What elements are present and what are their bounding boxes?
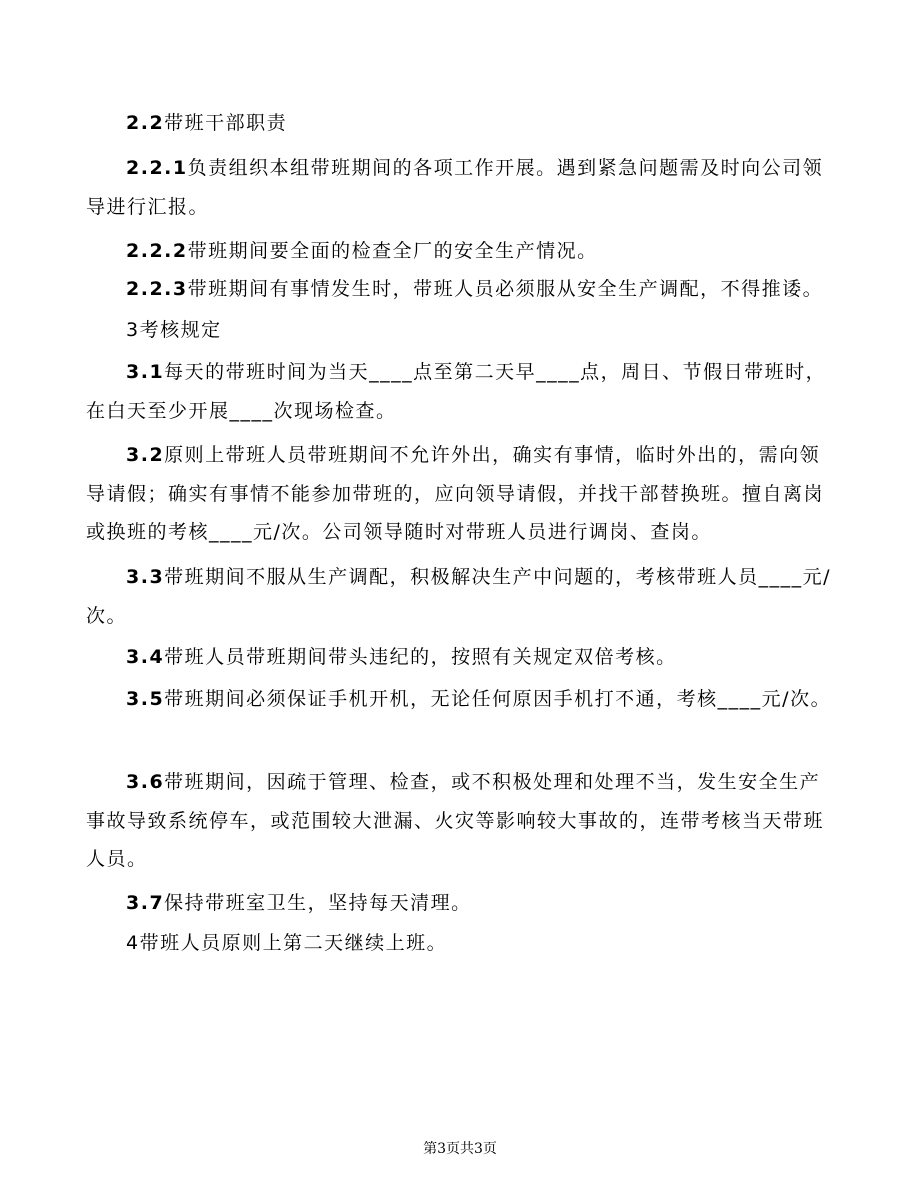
section-number: 3.3	[126, 566, 165, 588]
paragraph-3-5	[86, 680, 834, 719]
section-number: 2.2.1	[126, 157, 188, 179]
section-number: 3.2	[126, 444, 165, 466]
paragraph-text: 原则上带班人员带班期间不允许外出，确实有事情，临时外出的，需向领导请假；确实有事情不能参加带班的，应向领导请假，并找干部替换班。擅自离岗或换班的考核____元/次。公司领导随时对带班人员进行调岗、查岗。	[86, 444, 825, 543]
paragraph-text: 保持带班室卫生，坚持每天清理。	[164, 892, 472, 914]
section-number: 2.2	[126, 112, 165, 134]
paragraph-text: 带班干部职责	[164, 112, 288, 134]
page-footer: 第3页共3页	[423, 1141, 497, 1157]
heading-3-assessment	[86, 311, 834, 350]
section-number: 2.2.3	[126, 278, 188, 300]
section-number: 2.2.2	[126, 240, 188, 262]
paragraph-text: 带班期间，因疏于管理、检查，或不积极处理和处理不当，发生安全生产事故导致系统停车，或范围较大泄漏、火灾等影响较大事故的，连带考核当天带班人员。	[86, 771, 825, 870]
paragraph-text: 带班期间不服从生产调配，积极解决生产中问题的，考核带班人员____元/次。	[86, 566, 832, 627]
paragraph-text: 4带班人员原则上第二天继续上班。	[126, 932, 448, 954]
paragraph-3-1	[86, 353, 834, 430]
paragraph-2-2-2	[86, 232, 834, 271]
paragraph-3-7	[86, 884, 834, 923]
paragraph-3-6	[86, 763, 834, 879]
paragraph-2-2-1	[86, 149, 834, 226]
paragraph-text: 负责组织本组带班期间的各项工作开展。遇到紧急问题需及时向公司领导进行汇报。	[86, 157, 824, 218]
paragraph-text: 带班人员带班期间带头违纪的，按照有关规定双倍考核。	[164, 646, 677, 668]
section-number: 3.6	[126, 771, 165, 793]
section-number: 3.4	[126, 646, 165, 668]
paragraph-2-2	[86, 104, 834, 143]
section-number: 3.1	[126, 361, 165, 383]
paragraph-text: 带班期间必须保证手机开机，无论任何原因手机打不通，考核____元/次。	[164, 688, 832, 710]
paragraph-4	[86, 924, 834, 963]
paragraph-2-2-3	[86, 270, 834, 309]
paragraph-text: 3考核规定	[126, 319, 222, 341]
section-number: 3.7	[126, 892, 165, 914]
section-number: 3.5	[126, 688, 165, 710]
paragraph-text: 带班期间要全面的检查全厂的安全生产情况。	[187, 240, 598, 262]
paragraph-3-4	[86, 638, 834, 677]
paragraph-3-2	[86, 436, 834, 552]
paragraph-text: 每天的带班时间为当天____点至第二天早____点，周日、节假日带班时，在白天至少开展____次现场检查。	[86, 361, 827, 422]
paragraph-text: 带班期间有事情发生时，带班人员必须服从安全生产调配，不得推诿。	[187, 278, 824, 300]
paragraph-3-3	[86, 558, 834, 635]
